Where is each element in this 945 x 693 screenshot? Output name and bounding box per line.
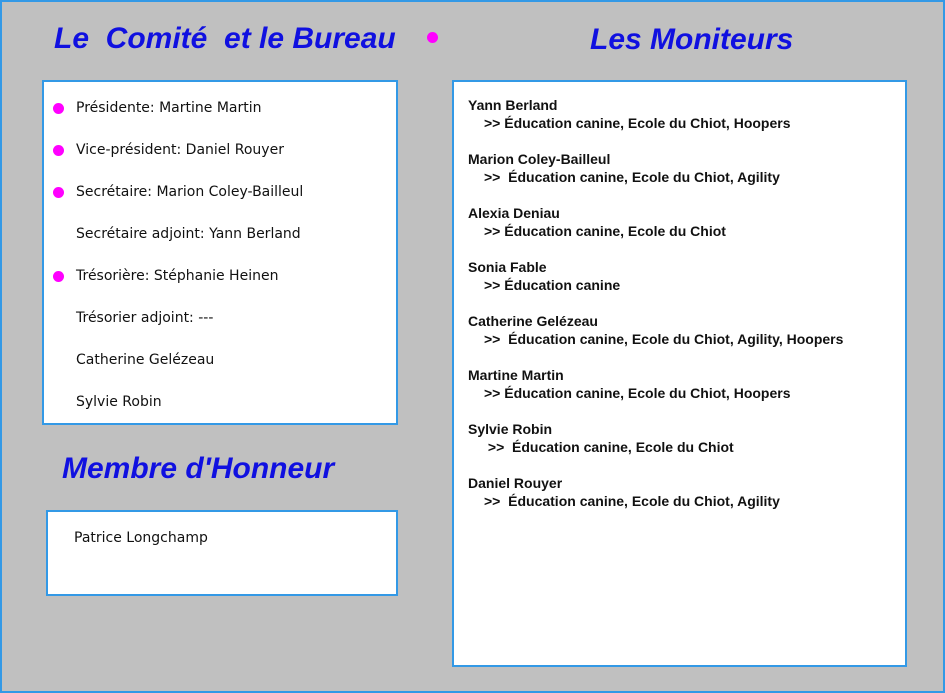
moniteur-item [468, 150, 780, 186]
bureau-member-row [44, 306, 396, 330]
moniteur-name: Marion Coley-Bailleul [468, 151, 611, 167]
title-bullet-icon [427, 32, 438, 43]
bureau-member-text: Présidente: Martine Martin [76, 100, 262, 116]
moniteur-activities: >> Éducation canine, Ecole du Chiot, Agility, Hoopers [484, 331, 844, 347]
honneur-panel [46, 510, 398, 596]
bureau-member-text: Secrétaire: Marion Coley-Bailleul [76, 184, 304, 200]
moniteur-activities: >> Éducation canine, Ecole du Chiot, Hoopers [484, 385, 791, 401]
moniteur-item [468, 420, 734, 456]
bureau-panel [42, 80, 398, 425]
bureau-member-text: Trésorière: Stéphanie Heinen [76, 268, 279, 284]
bureau-member-text: Sylvie Robin [76, 394, 162, 410]
moniteur-item [468, 366, 791, 402]
moniteur-activities: >> Éducation canine, Ecole du Chiot, Agility [484, 493, 780, 509]
bureau-member-text: Catherine Gelézeau [76, 352, 215, 368]
moniteur-item [468, 258, 620, 294]
honneur-title: Membre d'Honneur [62, 452, 335, 485]
moniteur-name: Sylvie Robin [468, 421, 553, 437]
comite-title: Le Comité et le Bureau [54, 22, 396, 55]
moniteur-item [468, 474, 780, 510]
bureau-member-row [44, 348, 396, 372]
moniteur-activities: >> Éducation canine, Ecole du Chiot, Agility [484, 169, 780, 185]
bullet-icon [53, 145, 64, 156]
honneur-member-text: Patrice Longchamp [74, 530, 208, 546]
bureau-member-row [44, 180, 396, 204]
moniteur-name: Martine Martin [468, 367, 564, 383]
moniteur-name: Sonia Fable [468, 259, 547, 275]
bureau-member-text: Trésorier adjoint: --- [76, 310, 214, 326]
moniteur-name: Daniel Rouyer [468, 475, 563, 491]
moniteur-item [468, 204, 726, 240]
moniteur-activities: >> Éducation canine [484, 277, 621, 293]
moniteur-name: Catherine Gelézeau [468, 313, 598, 329]
bullet-icon [53, 271, 64, 282]
moniteurs-title: Les Moniteurs [590, 23, 794, 56]
bureau-member-row [44, 222, 396, 246]
bureau-member-text: Secrétaire adjoint: Yann Berland [76, 226, 301, 242]
moniteurs-panel [452, 80, 907, 667]
moniteur-activities: >> Éducation canine, Ecole du Chiot [484, 439, 734, 455]
moniteur-name: Yann Berland [468, 97, 558, 113]
moniteur-item [468, 312, 843, 348]
moniteur-name: Alexia Deniau [468, 205, 560, 221]
bureau-member-row [44, 138, 396, 162]
bureau-member-row [44, 390, 396, 414]
moniteur-activities: >> Éducation canine, Ecole du Chiot, Hoopers [484, 115, 791, 131]
bullet-icon [53, 103, 64, 114]
bureau-member-row [44, 96, 396, 120]
moniteur-activities: >> Éducation canine, Ecole du Chiot [484, 223, 726, 239]
bureau-member-row [44, 264, 396, 288]
moniteur-item [468, 96, 791, 132]
bureau-member-text: Vice-président: Daniel Rouyer [76, 142, 284, 158]
bullet-icon [53, 187, 64, 198]
